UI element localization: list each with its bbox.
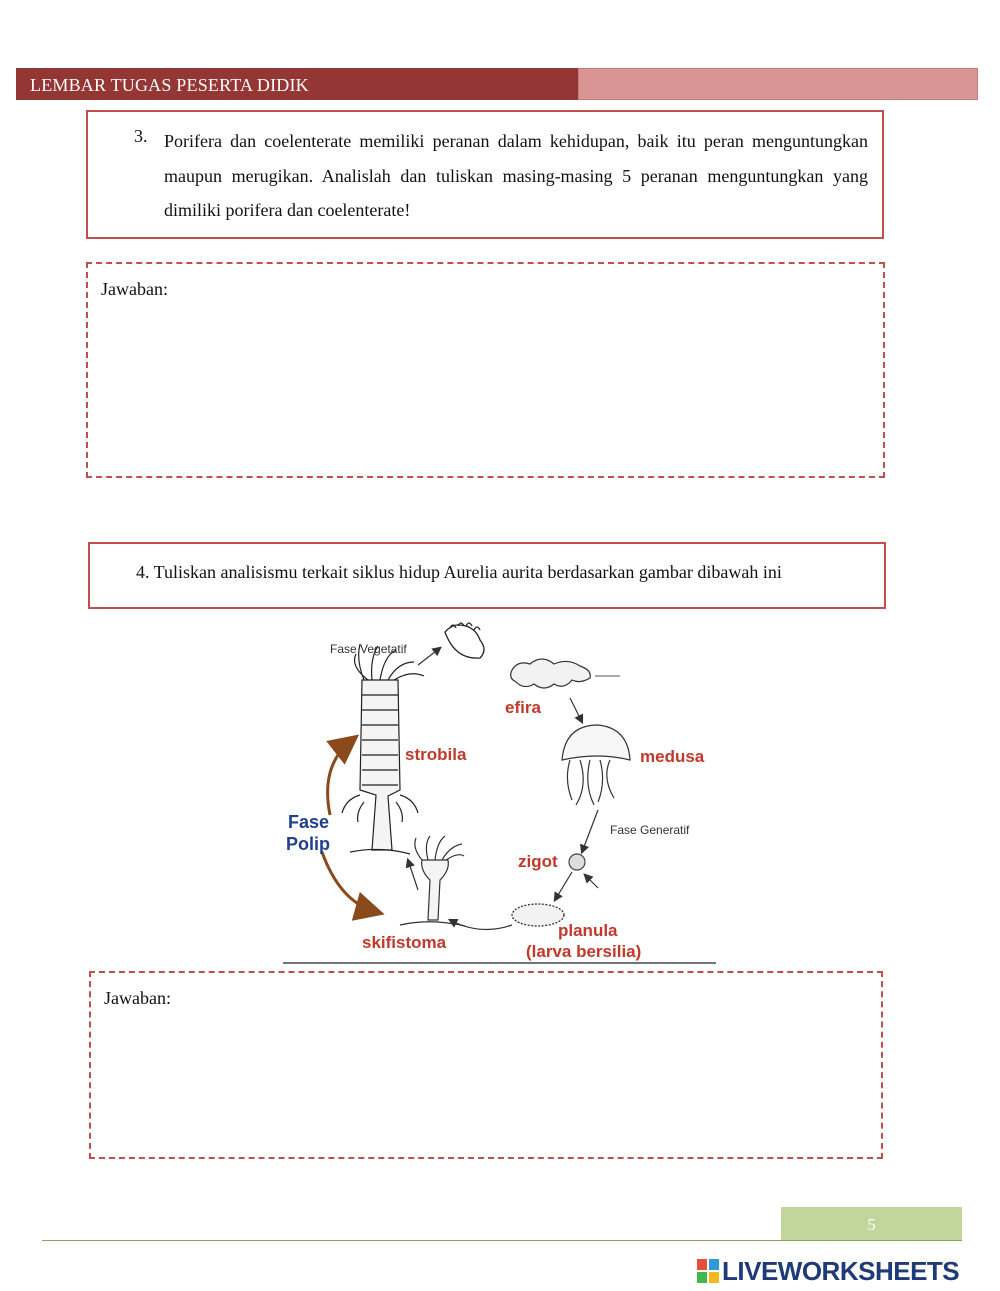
- question-3-text: Porifera dan coelenterate memiliki peranan dalam kehidupan, baik itu peran menguntungkan maupun merugikan. Analislah dan tuliskan masing-masing 5 peranan menguntungkan yang dimiliki porifera dan coelenterate!: [164, 131, 868, 220]
- arrow-skifistoma-to-strobila: [408, 860, 418, 890]
- label-strobila: strobila: [405, 745, 467, 764]
- question-3-box: [86, 110, 884, 239]
- arrow-polip-up: [328, 740, 352, 815]
- header-accent-bar: [578, 68, 978, 100]
- footer-divider: [42, 1240, 962, 1241]
- liveworksheets-grid-icon: [697, 1259, 719, 1283]
- planula-icon: [512, 904, 564, 926]
- label-fase-polip-line2: Polip: [286, 834, 330, 854]
- question-3-number: 3.: [134, 126, 148, 146]
- liveworksheets-logo: [697, 1256, 959, 1286]
- label-larva-bersilia: (larva bersilia): [526, 942, 642, 961]
- medusa-icon: [562, 725, 630, 805]
- released-ephyra-icon: [445, 623, 484, 658]
- answer-1-label: Jawaban:: [101, 279, 168, 299]
- zigot-icon: [569, 854, 585, 870]
- label-skifistoma: skifistoma: [362, 933, 447, 952]
- skifistoma-icon: [400, 836, 465, 926]
- arrow-to-ephyra-release: [418, 648, 440, 665]
- question-4-text: 4. Tuliskan analisismu terkait siklus hidup Aurelia aurita berdasarkan gambar dibawah ini: [136, 562, 782, 582]
- aurelia-life-cycle-diagram: [280, 620, 720, 966]
- efira-icon: [511, 659, 591, 688]
- liveworksheets-wordmark: LIVEWORKSHEETS: [722, 1255, 960, 1286]
- label-medusa: medusa: [640, 747, 705, 766]
- arrow-fertilization: [585, 875, 598, 888]
- answer-box-2[interactable]: [89, 971, 883, 1159]
- label-zigot: zigot: [518, 852, 558, 871]
- arrow-polip-down: [322, 852, 376, 912]
- label-fase-vegetatif: Fase Vegetatif: [330, 642, 407, 656]
- label-fase-polip-line1: Fase: [288, 812, 330, 832]
- question-4-box: [88, 542, 886, 609]
- arrow-medusa-to-zigot: [582, 810, 598, 852]
- label-planula: planula: [558, 921, 618, 940]
- page-number: 5: [781, 1207, 962, 1241]
- label-efira: efira: [505, 698, 541, 717]
- answer-2-label: Jawaban:: [104, 988, 171, 1008]
- label-fase-generatif: Fase Generatif: [610, 823, 690, 837]
- arrow-zigot-to-planula: [555, 872, 572, 900]
- answer-box-1[interactable]: [86, 262, 885, 478]
- worksheet-header-title: LEMBAR TUGAS PESERTA DIDIK: [16, 68, 578, 100]
- arrow-efira-to-medusa: [570, 698, 582, 722]
